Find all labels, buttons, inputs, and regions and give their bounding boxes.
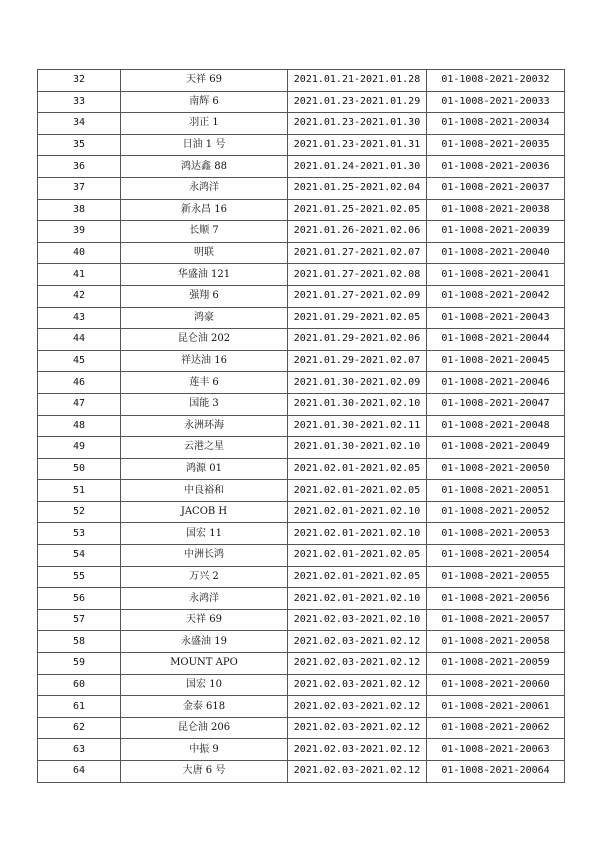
record-id-cell: 01-1008-2021-20047: [427, 393, 565, 415]
row-number-cell: 39: [38, 221, 121, 243]
row-number-cell: 48: [38, 415, 121, 437]
table-row: [38, 458, 565, 480]
row-number-cell: 46: [38, 372, 121, 394]
record-id-cell: 01-1008-2021-20042: [427, 285, 565, 307]
table-row: [38, 696, 565, 718]
table-row: [38, 199, 565, 221]
table-row: [38, 264, 565, 286]
ship-name-cell: 永鸿洋: [121, 588, 288, 610]
ship-name-cell: 永鸿洋: [121, 177, 288, 199]
table-row: [38, 717, 565, 739]
ship-name-cell: MOUNT APO: [121, 653, 288, 675]
date-range-cell: 2021.01.25-2021.02.04: [288, 177, 427, 199]
record-id-cell: 01-1008-2021-20059: [427, 653, 565, 675]
record-id-cell: 01-1008-2021-20048: [427, 415, 565, 437]
row-number-cell: 50: [38, 458, 121, 480]
date-range-cell: 2021.01.30-2021.02.10: [288, 437, 427, 459]
date-range-cell: 2021.02.03-2021.02.12: [288, 653, 427, 675]
row-number-cell: 34: [38, 113, 121, 135]
table-row: [38, 372, 565, 394]
record-id-cell: 01-1008-2021-20064: [427, 761, 565, 783]
table-row: [38, 415, 565, 437]
ship-name-cell: 鸿达鑫 88: [121, 156, 288, 178]
record-id-cell: 01-1008-2021-20046: [427, 372, 565, 394]
table-row: [38, 350, 565, 372]
record-id-cell: 01-1008-2021-20045: [427, 350, 565, 372]
record-id-cell: 01-1008-2021-20043: [427, 307, 565, 329]
table-row: [38, 437, 565, 459]
date-range-cell: 2021.02.03-2021.02.12: [288, 739, 427, 761]
date-range-cell: 2021.02.03-2021.02.12: [288, 674, 427, 696]
ship-name-cell: 中洲长鸿: [121, 545, 288, 567]
date-range-cell: 2021.01.29-2021.02.05: [288, 307, 427, 329]
ship-record-table: [37, 69, 565, 783]
record-id-cell: 01-1008-2021-20039: [427, 221, 565, 243]
table-row: [38, 653, 565, 675]
date-range-cell: 2021.01.24-2021.01.30: [288, 156, 427, 178]
ship-name-cell: 永洲环海: [121, 415, 288, 437]
ship-name-cell: 祥达油 16: [121, 350, 288, 372]
ship-name-cell: 永盛油 19: [121, 631, 288, 653]
record-id-cell: 01-1008-2021-20050: [427, 458, 565, 480]
table-row: [38, 631, 565, 653]
table-row: [38, 480, 565, 502]
record-id-cell: 01-1008-2021-20052: [427, 501, 565, 523]
date-range-cell: 2021.01.27-2021.02.07: [288, 242, 427, 264]
row-number-cell: 57: [38, 609, 121, 631]
ship-name-cell: 国宏 10: [121, 674, 288, 696]
record-id-cell: 01-1008-2021-20035: [427, 134, 565, 156]
ship-name-cell: JACOB H: [121, 501, 288, 523]
row-number-cell: 38: [38, 199, 121, 221]
table-row: [38, 156, 565, 178]
record-id-cell: 01-1008-2021-20036: [427, 156, 565, 178]
row-number-cell: 52: [38, 501, 121, 523]
record-id-cell: 01-1008-2021-20037: [427, 177, 565, 199]
ship-name-cell: 强翔 6: [121, 285, 288, 307]
date-range-cell: 2021.02.03-2021.02.12: [288, 696, 427, 718]
table-row: [38, 523, 565, 545]
ship-name-cell: 鸿源 01: [121, 458, 288, 480]
ship-name-cell: 中振 9: [121, 739, 288, 761]
date-range-cell: 2021.01.27-2021.02.09: [288, 285, 427, 307]
ship-name-cell: 鸿豪: [121, 307, 288, 329]
ship-name-cell: 日油 1 号: [121, 134, 288, 156]
date-range-cell: 2021.02.01-2021.02.05: [288, 480, 427, 502]
date-range-cell: 2021.02.01-2021.02.10: [288, 501, 427, 523]
ship-name-cell: 南辉 6: [121, 91, 288, 113]
row-number-cell: 35: [38, 134, 121, 156]
table-row: [38, 329, 565, 351]
row-number-cell: 56: [38, 588, 121, 610]
ship-name-cell: 国能 3: [121, 393, 288, 415]
record-id-cell: 01-1008-2021-20055: [427, 566, 565, 588]
table-row: [38, 566, 565, 588]
ship-name-cell: 万兴 2: [121, 566, 288, 588]
row-number-cell: 54: [38, 545, 121, 567]
record-id-cell: 01-1008-2021-20063: [427, 739, 565, 761]
date-range-cell: 2021.02.01-2021.02.10: [288, 588, 427, 610]
record-id-cell: 01-1008-2021-20058: [427, 631, 565, 653]
date-range-cell: 2021.01.23-2021.01.31: [288, 134, 427, 156]
table-row: [38, 501, 565, 523]
table-row: [38, 242, 565, 264]
table-row: [38, 545, 565, 567]
row-number-cell: 37: [38, 177, 121, 199]
ship-name-cell: 中良裕和: [121, 480, 288, 502]
date-range-cell: 2021.01.27-2021.02.08: [288, 264, 427, 286]
table-row: [38, 134, 565, 156]
date-range-cell: 2021.01.30-2021.02.09: [288, 372, 427, 394]
row-number-cell: 64: [38, 761, 121, 783]
date-range-cell: 2021.01.23-2021.01.30: [288, 113, 427, 135]
row-number-cell: 32: [38, 70, 121, 92]
date-range-cell: 2021.01.30-2021.02.11: [288, 415, 427, 437]
table-row: [38, 674, 565, 696]
ship-name-cell: 昆仑油 202: [121, 329, 288, 351]
date-range-cell: 2021.01.26-2021.02.06: [288, 221, 427, 243]
table-row: [38, 91, 565, 113]
table-row: [38, 761, 565, 783]
ship-name-cell: 金泰 618: [121, 696, 288, 718]
date-range-cell: 2021.01.30-2021.02.10: [288, 393, 427, 415]
date-range-cell: 2021.01.29-2021.02.06: [288, 329, 427, 351]
row-number-cell: 33: [38, 91, 121, 113]
ship-name-cell: 羽正 1: [121, 113, 288, 135]
table-row: [38, 221, 565, 243]
row-number-cell: 43: [38, 307, 121, 329]
record-id-cell: 01-1008-2021-20049: [427, 437, 565, 459]
ship-name-cell: 昆仑油 206: [121, 717, 288, 739]
record-id-cell: 01-1008-2021-20040: [427, 242, 565, 264]
record-id-cell: 01-1008-2021-20038: [427, 199, 565, 221]
ship-name-cell: 华盛油 121: [121, 264, 288, 286]
table-row: [38, 307, 565, 329]
record-id-cell: 01-1008-2021-20032: [427, 70, 565, 92]
table-row: [38, 70, 565, 92]
record-id-cell: 01-1008-2021-20054: [427, 545, 565, 567]
record-id-cell: 01-1008-2021-20044: [427, 329, 565, 351]
date-range-cell: 2021.02.01-2021.02.10: [288, 523, 427, 545]
row-number-cell: 60: [38, 674, 121, 696]
date-range-cell: 2021.02.03-2021.02.12: [288, 761, 427, 783]
record-id-cell: 01-1008-2021-20061: [427, 696, 565, 718]
row-number-cell: 63: [38, 739, 121, 761]
ship-name-cell: 莲丰 6: [121, 372, 288, 394]
row-number-cell: 55: [38, 566, 121, 588]
row-number-cell: 44: [38, 329, 121, 351]
record-id-cell: 01-1008-2021-20062: [427, 717, 565, 739]
record-id-cell: 01-1008-2021-20057: [427, 609, 565, 631]
ship-name-cell: 大唐 6 号: [121, 761, 288, 783]
record-id-cell: 01-1008-2021-20060: [427, 674, 565, 696]
row-number-cell: 61: [38, 696, 121, 718]
date-range-cell: 2021.02.03-2021.02.12: [288, 717, 427, 739]
date-range-cell: 2021.01.21-2021.01.28: [288, 70, 427, 92]
date-range-cell: 2021.02.03-2021.02.10: [288, 609, 427, 631]
row-number-cell: 47: [38, 393, 121, 415]
row-number-cell: 36: [38, 156, 121, 178]
ship-name-cell: 明联: [121, 242, 288, 264]
record-id-cell: 01-1008-2021-20051: [427, 480, 565, 502]
date-range-cell: 2021.02.01-2021.02.05: [288, 545, 427, 567]
table-row: [38, 113, 565, 135]
table-body: [38, 70, 565, 783]
date-range-cell: 2021.01.25-2021.02.05: [288, 199, 427, 221]
date-range-cell: 2021.02.01-2021.02.05: [288, 458, 427, 480]
ship-name-cell: 长顺 7: [121, 221, 288, 243]
table-row: [38, 609, 565, 631]
ship-name-cell: 新永昌 16: [121, 199, 288, 221]
date-range-cell: 2021.01.29-2021.02.07: [288, 350, 427, 372]
ship-name-cell: 天祥 69: [121, 609, 288, 631]
date-range-cell: 2021.01.23-2021.01.29: [288, 91, 427, 113]
row-number-cell: 45: [38, 350, 121, 372]
record-id-cell: 01-1008-2021-20056: [427, 588, 565, 610]
table-row: [38, 285, 565, 307]
ship-name-cell: 云港之星: [121, 437, 288, 459]
record-id-cell: 01-1008-2021-20053: [427, 523, 565, 545]
row-number-cell: 62: [38, 717, 121, 739]
row-number-cell: 58: [38, 631, 121, 653]
row-number-cell: 53: [38, 523, 121, 545]
ship-name-cell: 天祥 69: [121, 70, 288, 92]
record-id-cell: 01-1008-2021-20041: [427, 264, 565, 286]
row-number-cell: 42: [38, 285, 121, 307]
table-row: [38, 177, 565, 199]
row-number-cell: 40: [38, 242, 121, 264]
ship-name-cell: 国宏 11: [121, 523, 288, 545]
record-id-cell: 01-1008-2021-20034: [427, 113, 565, 135]
row-number-cell: 59: [38, 653, 121, 675]
date-range-cell: 2021.02.01-2021.02.05: [288, 566, 427, 588]
date-range-cell: 2021.02.03-2021.02.12: [288, 631, 427, 653]
row-number-cell: 41: [38, 264, 121, 286]
record-id-cell: 01-1008-2021-20033: [427, 91, 565, 113]
table-row: [38, 739, 565, 761]
row-number-cell: 51: [38, 480, 121, 502]
table-row: [38, 393, 565, 415]
row-number-cell: 49: [38, 437, 121, 459]
table-row: [38, 588, 565, 610]
